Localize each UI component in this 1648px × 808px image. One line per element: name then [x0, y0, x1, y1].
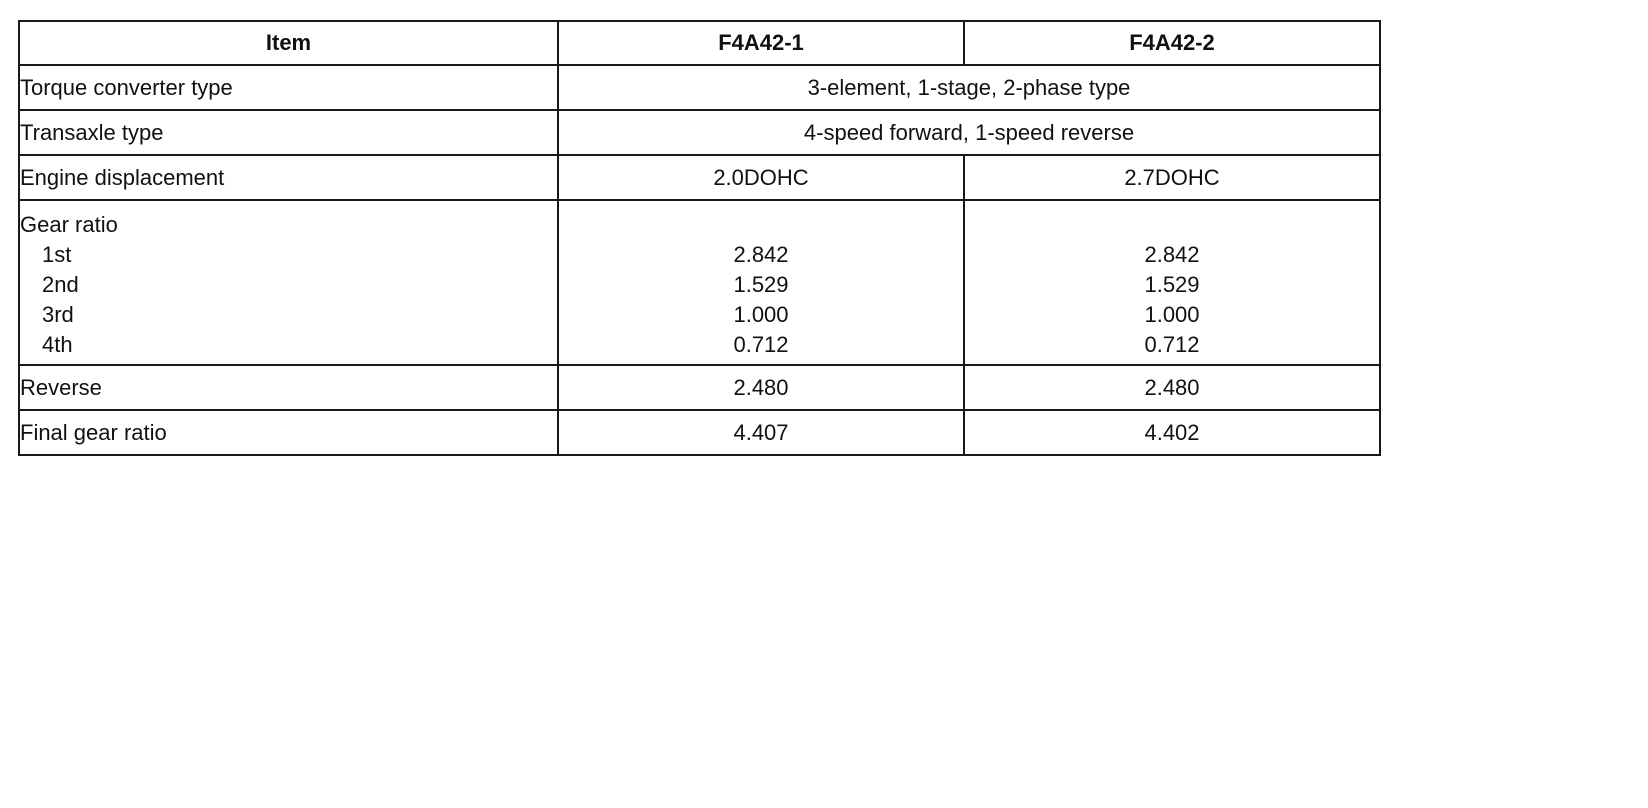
- gear-value: 2.842: [1144, 242, 1200, 267]
- spec-table: [18, 20, 1381, 456]
- row-value: 3-element, 1-stage, 2-phase type: [558, 65, 1380, 110]
- table-row: [19, 365, 1380, 410]
- gear-label: 2nd: [42, 272, 79, 297]
- gear-value: 0.712: [1144, 332, 1200, 357]
- header-f4a42-2: F4A42-2: [964, 21, 1380, 65]
- gear-values-f4a42-1: [558, 200, 964, 365]
- table-row: [19, 410, 1380, 455]
- cell-f4a42-2: 2.480: [964, 365, 1380, 410]
- gear-label: 1st: [42, 242, 72, 267]
- row-value: 4-speed forward, 1-speed reverse: [558, 110, 1380, 155]
- cell-f4a42-1: 2.480: [558, 365, 964, 410]
- gear-value: 2.842: [733, 242, 789, 267]
- cell-f4a42-1: 4.407: [558, 410, 964, 455]
- row-label: Final gear ratio: [19, 410, 558, 455]
- gear-value: 0.712: [733, 332, 789, 357]
- gear-label: 4th: [42, 332, 73, 357]
- gear-value: 1.529: [733, 272, 789, 297]
- row-label: Transaxle type: [19, 110, 558, 155]
- gear-value: 1.529: [1144, 272, 1200, 297]
- table-row: [19, 110, 1380, 155]
- table-row: [19, 200, 1380, 365]
- table-row: [19, 65, 1380, 110]
- table-row: [19, 155, 1380, 200]
- gear-value: 1.000: [1144, 302, 1200, 327]
- row-label: Reverse: [19, 365, 558, 410]
- row-label: Torque converter type: [19, 65, 558, 110]
- header-f4a42-1: F4A42-1: [558, 21, 964, 65]
- gear-value: 1.000: [733, 302, 789, 327]
- gear-label: 3rd: [42, 302, 74, 327]
- row-label: Gear ratio: [20, 212, 118, 237]
- row-label: Engine displacement: [19, 155, 558, 200]
- cell-f4a42-1: 2.0DOHC: [558, 155, 964, 200]
- header-item: Item: [19, 21, 558, 65]
- cell-f4a42-2: 4.402: [964, 410, 1380, 455]
- header-row: [19, 21, 1380, 65]
- gear-values-f4a42-2: [964, 200, 1380, 365]
- cell-f4a42-2: 2.7DOHC: [964, 155, 1380, 200]
- gear-ratio-labels: [19, 200, 558, 365]
